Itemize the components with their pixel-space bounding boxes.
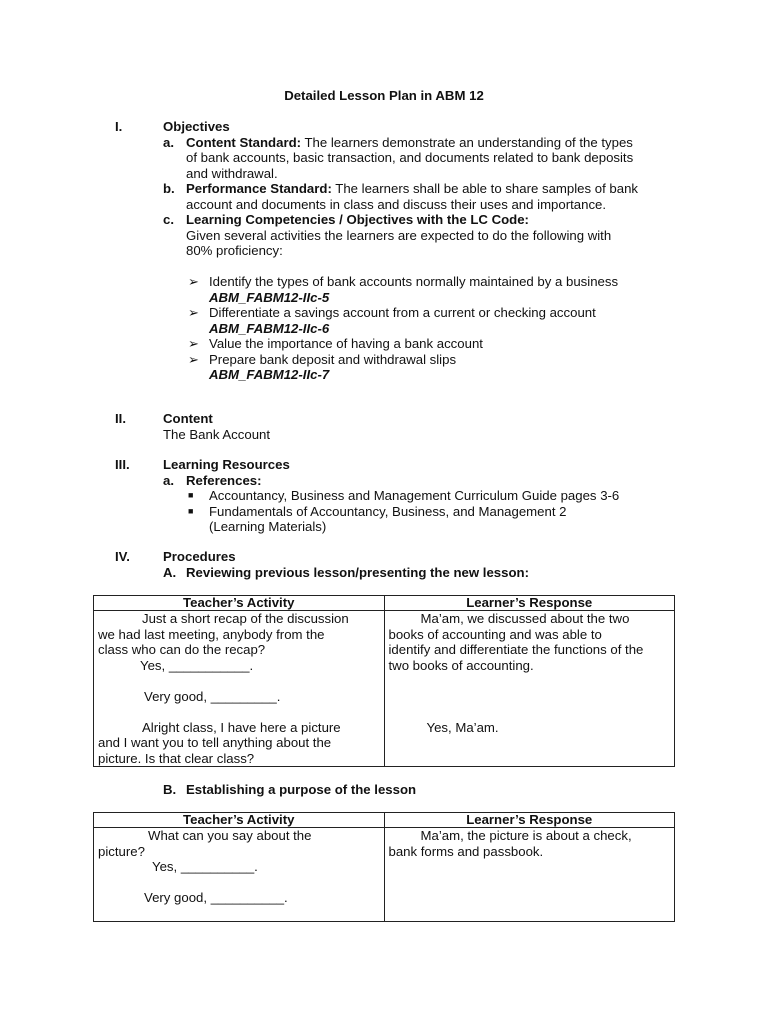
references: a. References: ■ Accountancy, Business and Management Curriculum Guide pages 3-6 ■ Fundamentals of Accountancy, Business, and Management 2 (Learning Materials)	[163, 473, 683, 535]
competency-item: ➢ Value the importance of having a bank account	[188, 336, 483, 351]
arrowhead-bullet-icon: ➢	[188, 336, 200, 351]
arrowhead-bullet-icon: ➢	[188, 274, 200, 289]
section-resources	[163, 457, 683, 535]
section-content	[163, 411, 683, 442]
section-heading-resources: Learning Resources	[163, 457, 290, 472]
teacher-activity-cell: Just a short recap of the discussion we had last meeting, anybody from the class who can do the recap? Yes, ___________. Very good, _________. Alright class, I have here a picture and I want you to tell anything about the picture. Is that clear class?	[94, 611, 385, 767]
procedure-a-heading: A. Reviewing previous lesson/presenting the new lesson:	[163, 564, 529, 580]
table-header-teacher: Teacher’s Activity	[94, 596, 385, 611]
section-objectives	[163, 119, 683, 383]
table-header-learner: Learner’s Response	[384, 596, 675, 611]
procedure-b-heading: B. Establishing a purpose of the lesson	[163, 782, 417, 797]
reference-item: ■ Fundamentals of Accountancy, Business, and Management 2 (Learning Materials)	[188, 503, 567, 534]
learner-response-cell: Ma’am, the picture is about a check, bank forms and passbook.	[384, 828, 675, 922]
arrowhead-bullet-icon: ➢	[188, 351, 200, 367]
section-heading-objectives: Objectives	[163, 119, 230, 134]
content-topic: The Bank Account	[163, 426, 271, 442]
section-numeral-content: II.	[115, 411, 126, 426]
table-establishing-purpose	[93, 812, 675, 922]
competency-item: ➢ Prepare bank deposit and withdrawal slips ABM_FABM12-IIc-7	[188, 351, 457, 382]
reference-item: ■ Accountancy, Business and Management Curriculum Guide pages 3-6	[188, 488, 620, 503]
competency-item: ➢ Differentiate a savings account from a current or checking account ABM_FABM12-IIc-6	[188, 305, 596, 336]
square-bullet-icon: ■	[188, 505, 194, 516]
section-numeral-resources: III.	[115, 457, 130, 472]
section-numeral-procedures: IV.	[115, 549, 130, 564]
content-standard: a. Content Standard: The learners demonstrate an understanding of the types of bank accounts, basic transaction, and documents related to bank deposits and withdrawal.	[163, 134, 634, 181]
table-reviewing-lesson	[93, 595, 675, 767]
section-heading-procedures: Procedures	[163, 549, 236, 564]
learning-competencies: c. Learning Competencies / Objectives with the LC Code: Given several activities the learners are expected to do the following with 80% proficiency: ➢ Identify the types of bank accounts normally maintained by a business ABM_FABM12-IIc-5 ➢ Differentiate a savings account from a current or checking account ABM_FABM12-IIc-6 ➢ Value the importance of having a bank account ➢ Prepare bank deposit and withdrawal slips ABM_FABM12-IIc-7	[163, 212, 683, 383]
competency-item: ➢ Identify the types of bank accounts normally maintained by a business ABM_FABM12-IIc-5	[188, 274, 619, 305]
table-header-teacher: Teacher’s Activity	[94, 813, 385, 828]
learner-response-cell: Ma’am, we discussed about the two books of accounting and was able to identify and differentiate the functions of the two books of accounting. Yes, Ma’am.	[384, 611, 675, 767]
performance-standard: b. Performance Standard: The learners shall be able to share samples of bank account and documents in class and discuss their uses and importance.	[163, 181, 639, 212]
section-procedures	[163, 549, 683, 580]
document-title: Detailed Lesson Plan in ABM 12	[284, 88, 484, 103]
arrowhead-bullet-icon: ➢	[188, 305, 200, 320]
section-numeral-objectives: I.	[115, 119, 123, 134]
square-bullet-icon: ■	[188, 490, 194, 500]
table-header-learner: Learner’s Response	[384, 813, 675, 828]
section-heading-content: Content	[163, 411, 213, 426]
teacher-activity-cell: What can you say about the picture? Yes, __________. Very good, __________.	[94, 828, 385, 922]
